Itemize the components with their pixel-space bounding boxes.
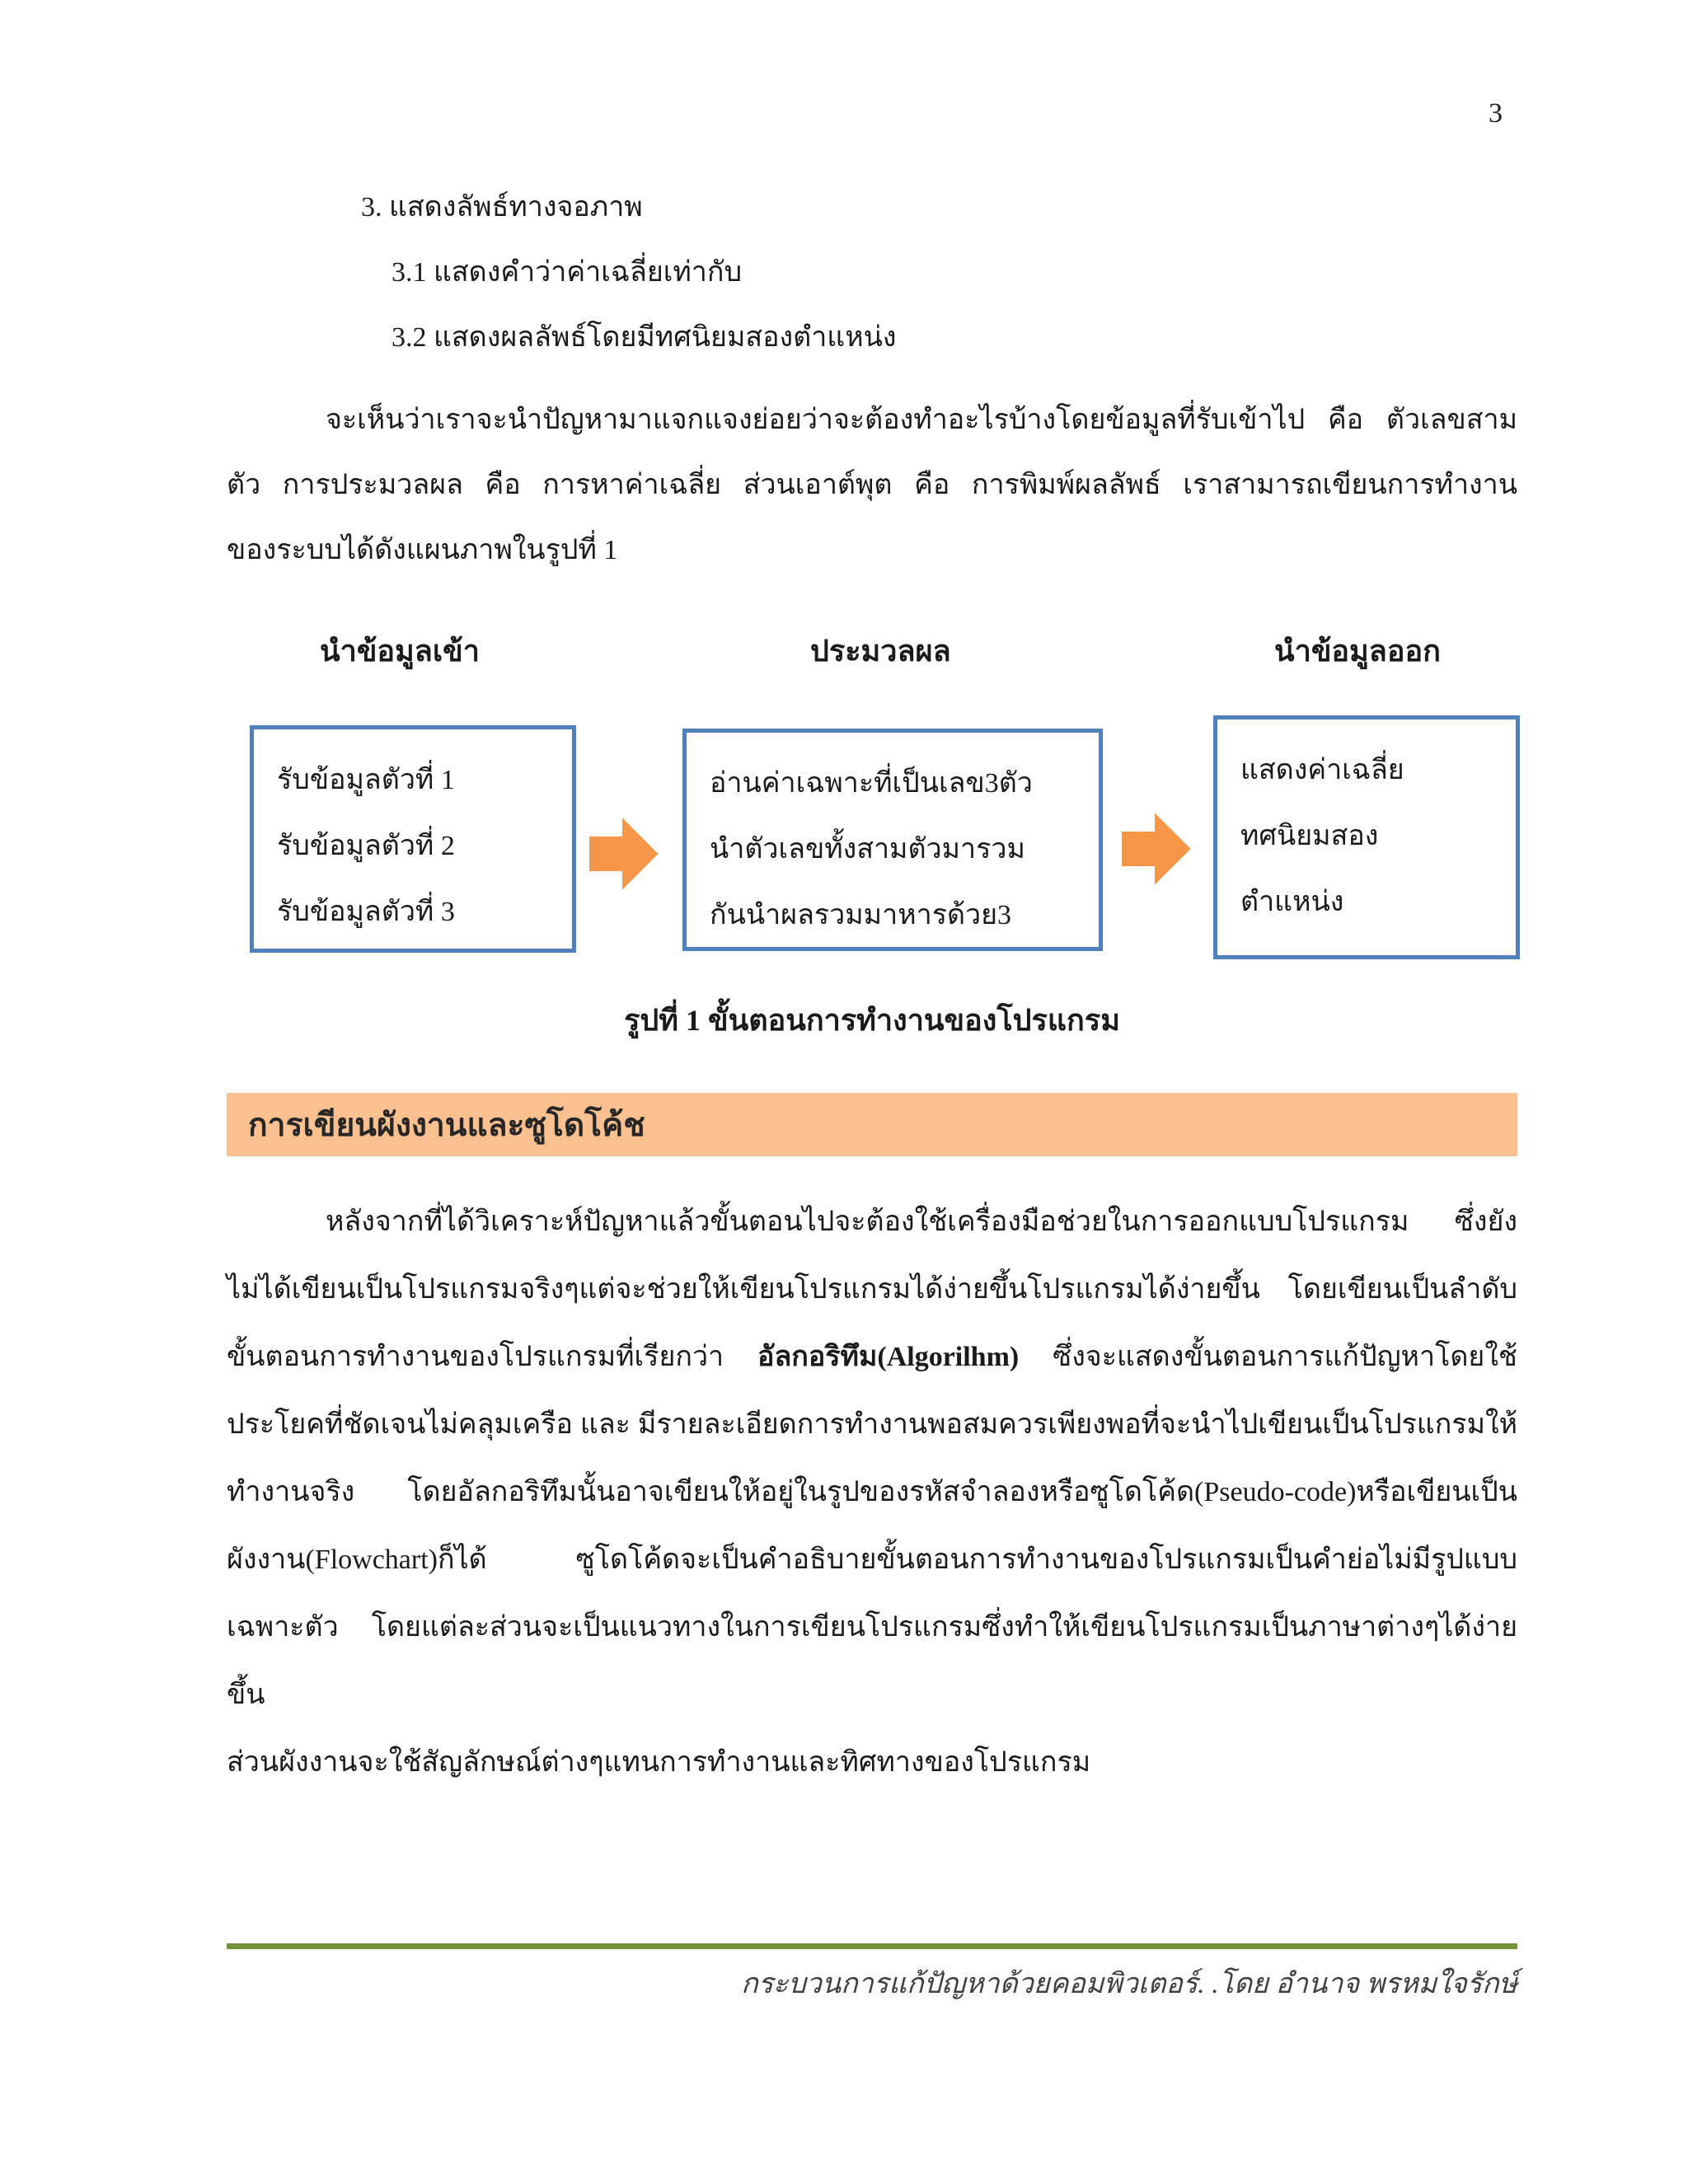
box-line: นำตัวเลขทั้งสามตัวมารวม bbox=[710, 834, 1025, 865]
paragraph-line: เฉพาะตัว โดยแต่ละส่วนจะเป็นแนวทางในการเขียนโปรแกรมซึ่งทำให้เขียนโปรแกรมเป็นภาษาต่างๆได้ง่ายขึ้น bbox=[227, 1612, 1517, 1710]
paragraph-line: ไม่ได้เขียนเป็นโปรแกรมจริงๆแต่จะช่วยให้เขียนโปรแกรมได้ง่ายขึ้นโปรแกรมได้ง่ายขึ้น โดยเขียนเป็นลำดับ bbox=[227, 1274, 1517, 1305]
body-paragraph bbox=[227, 1188, 1517, 1797]
box-line: กันนำผลรวมมาหารด้วย3 bbox=[710, 900, 1012, 930]
paragraph-line: หลังจากที่ได้วิเคราะห์ปัญหาแล้วขั้นตอนไปจะต้องใช้เครื่องมือช่วยในการออกแบบโปรแกรม ซึ่งยัง bbox=[326, 1207, 1517, 1237]
paragraph-line: ประโยคที่ชัดเจนไม่คลุมเครือ และ มีรายละเอียดการทำงานพอสมควรเพียงพอที่จะนำไปเขียนเป็นโปรแกรมให้ bbox=[227, 1409, 1517, 1440]
list-item-3: 3. แสดงลัพธ์ทางจอภาพ bbox=[361, 192, 643, 223]
paragraph-line: ทำงานจริง โดยอัลกอริทึมนั้นอาจเขียนให้อยู่ในรูปของรหัสจำลองหรือซูโดโค้ด(Pseudo-code)หรือเขียนเป็น bbox=[227, 1477, 1517, 1507]
paragraph-line: ผังงาน(Flowchart)ก็ได้ ซูโดโค้ดจะเป็นคำอธิบายขั้นตอนการทำงานของโปรแกรมเป็นคำย่อไม่มีรูปแบบ bbox=[227, 1544, 1517, 1575]
paragraph-line: ส่วนผังงานจะใช้สัญลักษณ์ต่างๆแทนการทำงานและทิศทางของโปรแกรม bbox=[227, 1747, 1091, 1778]
diagram-box-input bbox=[250, 725, 576, 953]
intro-paragraph bbox=[227, 387, 1517, 583]
section-title: การเขียนผังงานและซูโดโค้ช bbox=[248, 1107, 645, 1143]
box-line: รับข้อมูลตัวที่ 3 bbox=[277, 897, 455, 927]
result-steps-list bbox=[361, 175, 896, 370]
paragraph-line: ของระบบได้ดังแผนภาพในรูปที่ 1 bbox=[227, 535, 618, 565]
box-line: อ่านค่าเฉพาะที่เป็นเลข3ตัว bbox=[710, 768, 1033, 799]
algorithm-term-bold: อัลกอริทึม(Algorilhm) bbox=[757, 1342, 1020, 1372]
paragraph-line: ตัว การประมวลผล คือ การหาค่าเฉลี่ย ส่วนเอาต์พุต คือ การพิมพ์ผลลัพธ์ เราสามารถเขียนการทำงาน bbox=[227, 470, 1517, 500]
box-line: รับข้อมูลตัวที่ 1 bbox=[277, 765, 455, 795]
section-header-banner bbox=[227, 1093, 1517, 1156]
list-item-3-2: 3.2 แสดงผลลัพธ์โดยมีทศนิยมสองตำแหน่ง bbox=[392, 322, 897, 353]
diagram-header-output: นำข้อมูลออก bbox=[1274, 635, 1441, 668]
figure-caption: รูปที่ 1 ขั้นตอนการทำงานของโปรแกรม bbox=[624, 1004, 1120, 1037]
right-arrow-icon bbox=[1121, 809, 1193, 888]
page-number: 3 bbox=[1489, 98, 1503, 129]
diagram-header-process: ประมวลผล bbox=[810, 635, 951, 668]
box-line: รับข้อมูลตัวที่ 2 bbox=[277, 831, 455, 861]
box-line: ทศนิยมสอง bbox=[1240, 821, 1379, 851]
diagram-box-process bbox=[682, 729, 1103, 951]
text-segment: ขั้นตอนการทำงานของโปรแกรมที่เรียกว่า bbox=[227, 1342, 758, 1372]
right-arrow-icon bbox=[588, 814, 661, 893]
diagram-box-output bbox=[1213, 715, 1520, 959]
text-segment: ซึ่งจะแสดงขั้นตอนการแก้ปัญหาโดยใช้ bbox=[1019, 1342, 1518, 1372]
box-line: แสดงค่าเฉลี่ย bbox=[1240, 755, 1404, 785]
box-line: ตำแหน่ง bbox=[1240, 887, 1344, 917]
paragraph-line bbox=[227, 1324, 1517, 1391]
footer-text: กระบวนการแก้ปัญหาด้วยคอมพิวเตอร์. .โดย อำนาจ พรหมใจรักษ์ bbox=[741, 1969, 1517, 1999]
footer-divider bbox=[227, 1943, 1517, 1949]
list-item-3-1: 3.1 แสดงคำว่าค่าเฉลี่ยเท่ากับ bbox=[392, 257, 743, 288]
diagram-header-input: นำข้อมูลเข้า bbox=[320, 635, 480, 668]
paragraph-line: จะเห็นว่าเราจะนำปัญหามาแจกแจงย่อยว่าจะต้องทำอะไรบ้างโดยข้อมูลที่รับเข้าไป คือ ตัวเลขสาม bbox=[326, 405, 1517, 435]
